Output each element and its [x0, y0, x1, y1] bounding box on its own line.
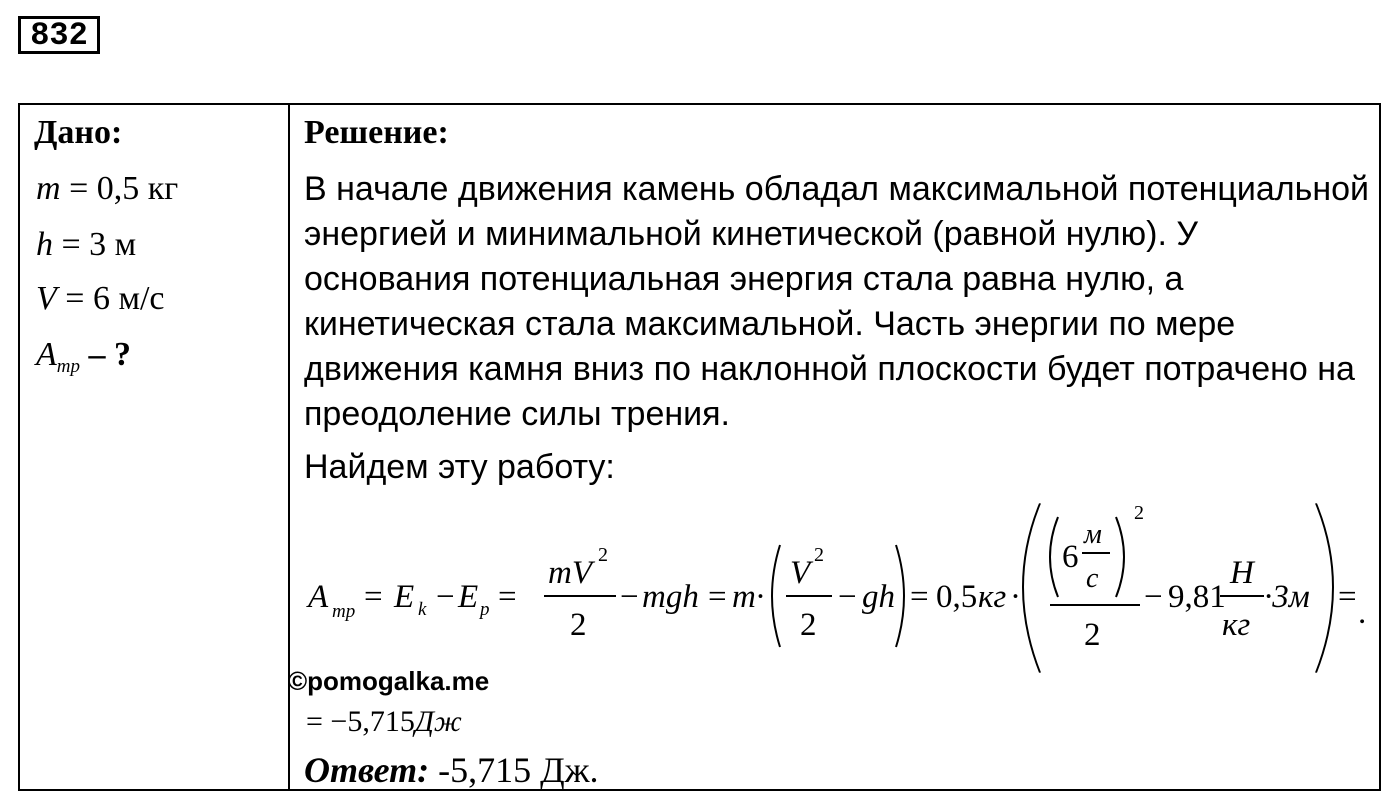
given-value: = 3 м [53, 226, 137, 263]
problem-number: 832 [18, 16, 100, 54]
formula-minus: − [620, 579, 639, 615]
given-symbol: V [36, 280, 57, 317]
formula-sq: 2 [598, 544, 608, 566]
given-unknown [36, 335, 131, 380]
formula-eq: = [708, 579, 727, 615]
formula-period: . [1358, 595, 1367, 631]
formula-E: E [394, 579, 415, 615]
formula-two: 2 [800, 607, 817, 643]
solution-text: В начале движения камень обладал максимальной потенциальной энергией и минимальной кинетической (равной нулю). У основания потенциальная энергия стала равна нулю, а кинетическая стала максимальной. Часть энергии по мере движения камня вниз по наклонной плоскости будет потрачено на преодоление силы трения. [304, 170, 1369, 433]
formula-two: 2 [1084, 617, 1101, 653]
formula-H: Н [1230, 555, 1254, 591]
solution-paragraph [304, 167, 1369, 437]
formula-c-unit: с [1086, 563, 1099, 594]
given-value: = 6 м/с [56, 280, 165, 317]
answer-line [304, 749, 599, 791]
formula-kg: кг [1222, 607, 1251, 643]
paren-close [1116, 517, 1124, 597]
formula-E: E [458, 579, 479, 615]
formula-gh: gh [862, 579, 895, 615]
formula-V: V [790, 555, 811, 591]
given-symbol: h [36, 226, 53, 263]
formula-two: 2 [570, 607, 587, 643]
formula-eq: = [364, 579, 383, 615]
given-symbol: m [36, 170, 61, 207]
formula-A: A [308, 579, 329, 615]
formula-kg: кг [978, 579, 1007, 615]
formula-eq: = [1338, 579, 1357, 615]
formula-g: 9,81 [1168, 579, 1226, 615]
formula-k: k [418, 599, 427, 620]
given-value: – ? [80, 336, 132, 373]
given-velocity [36, 279, 165, 319]
given-subscript: тр [56, 356, 81, 377]
result-unit: Дж [414, 705, 462, 738]
big-paren-close [1316, 503, 1333, 672]
formula-minus: − [436, 579, 455, 615]
formula-A-sub: тр [332, 601, 356, 622]
result-value: = −5,715 [306, 705, 415, 738]
given-mass [36, 169, 178, 209]
big-paren-open [1023, 503, 1040, 672]
watermark: ©pomogalka.me [288, 666, 490, 696]
answer-value: -5,715 Дж. [429, 750, 599, 790]
formula-sq: 2 [1134, 502, 1144, 524]
given-symbol: A [36, 336, 57, 373]
solution-table [18, 103, 1381, 791]
formula-eq: = [498, 579, 517, 615]
formula-minus: − [838, 579, 857, 615]
result-line [306, 705, 462, 739]
formula-minus: − [1144, 579, 1163, 615]
formula-six: 6 [1062, 539, 1079, 575]
solution-title: Решение: [304, 114, 449, 151]
formula-m-dot: m· [732, 579, 765, 615]
formula-mgh: mgh [642, 579, 699, 615]
formula-coef: 0,5 [936, 579, 978, 615]
given-height [36, 225, 136, 265]
paren-open [1050, 517, 1058, 597]
formula [298, 495, 1368, 695]
given-value: = 0,5 кг [60, 170, 179, 207]
answer-label: Ответ: [304, 750, 430, 790]
formula-m-unit: м [1084, 519, 1102, 550]
formula-p: p [480, 599, 490, 620]
find-text: Найдем эту работу: [304, 448, 615, 486]
formula-mV: mV [548, 555, 592, 591]
given-title: Дано: [34, 114, 123, 151]
formula-dot: · [1010, 579, 1021, 615]
formula-eq: = [910, 579, 929, 615]
paren-close [896, 545, 904, 647]
formula-three-m: ·3м [1264, 579, 1310, 615]
paren-open [772, 545, 780, 647]
formula-sq: 2 [814, 544, 824, 566]
